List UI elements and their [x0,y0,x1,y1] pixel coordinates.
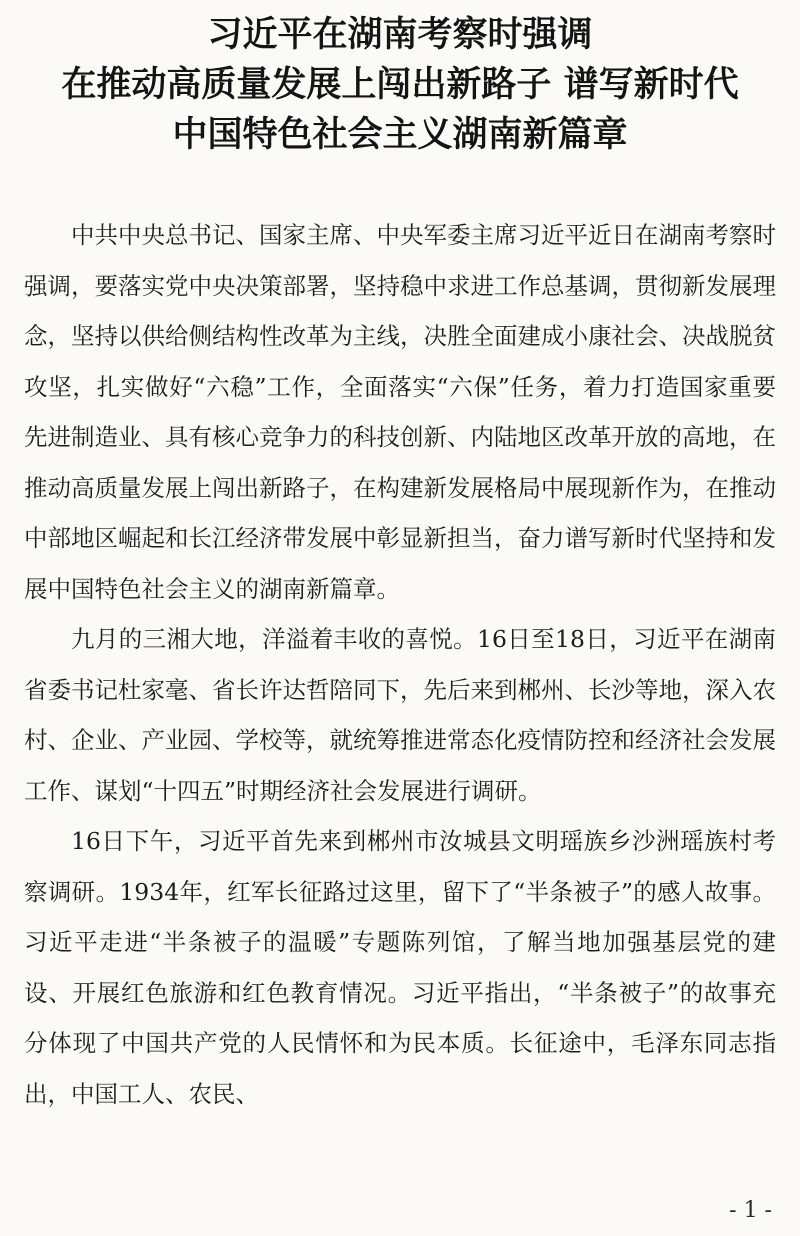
paragraph-2: 九月的三湘大地，洋溢着丰收的喜悦。16日至18日，习近平在湖南省委书记杜家毫、省长许达哲陪同下，先后来到郴州、长沙等地，深入农村、企业、产业园、学校等，就统筹推进常态化疫情防控和经济社会发展工作、谋划“十四五”时期经济社会发展进行调研。 [24,625,776,805]
document-body [24,210,776,1119]
document-title [20,10,780,160]
title-line-1: 习近平在湖南考察时强调 [207,15,593,55]
title-line-3: 中国特色社会主义湖南新篇章 [172,115,628,155]
paragraph-3: 16日下午，习近平首先来到郴州市汝城县文明瑶族乡沙洲瑶族村考察调研。1934年，红军长征路过这里，留下了“半条被子”的感人故事。习近平走进“半条被子的温暖”专题陈列馆，了解当地加强基层党的建设、开展红色旅游和红色教育情况。习近平指出，“半条被子”的故事充分体现了中国共产党的人民情怀和为民本质。长征途中，毛泽东同志指出，中国工人、农民、 [24,827,776,1108]
paragraph-1: 中共中央总书记、国家主席、中央军委主席习近平近日在湖南考察时强调，要落实党中央决策部署，坚持稳中求进工作总基调，贯彻新发展理念，坚持以供给侧结构性改革为主线，决胜全面建成小康社会、决战脱贫攻坚，扎实做好“六稳”工作，全面落实“六保”任务，着力打造国家重要先进制造业、具有核心竞争力的科技创新、内陆地区改革开放的高地，在推动高质量发展上闯出新路子，在构建新发展格局中展现新作为，在推动中部地区崛起和长江经济带发展中彰显新担当，奋力谱写新时代坚持和发展中国特色社会主义的湖南新篇章。 [24,221,776,603]
title-line-2: 在推动高质量发展上闯出新路子 谱写新时代 [61,65,739,105]
page-number: - 1 - [729,1198,772,1223]
